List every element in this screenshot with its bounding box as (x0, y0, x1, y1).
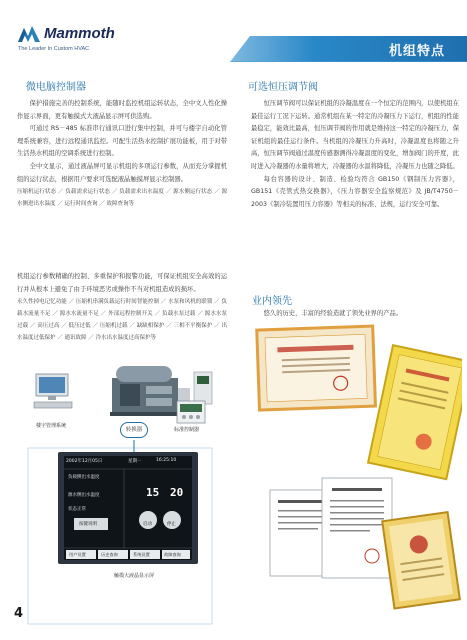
screen-date: 2002年12月05日 (66, 459, 103, 464)
screen-value-2: 20 (170, 486, 184, 499)
section-title-leading: 业内领先 (252, 296, 292, 307)
section-title-controller: 微电脑控制器 (26, 82, 86, 93)
certificates-collage (248, 320, 462, 610)
leading-paragraph: 悠久的历史，丰富的经验造就了领先业界的产品。 (263, 310, 403, 317)
standard-controller-label: 标准控制器 (174, 427, 200, 433)
key-guide-button: 按键说明 (79, 522, 97, 527)
page-number: 4 (14, 606, 24, 621)
valve-description (251, 98, 459, 211)
screen-week: 星期一 (128, 459, 142, 464)
computer-icon (32, 372, 76, 412)
controller-paragraph-1: 保护措施完善的控制系统，能随时监控机组运转状态，全中文人性化操作显示界面，更有触摸式大液晶显示屏可供选购。 (17, 100, 227, 120)
mammoth-logo-icon (16, 24, 42, 44)
converter-label: 转换器 (125, 427, 143, 433)
certificates-image (248, 320, 462, 610)
controller-paragraph-3: 全中文显示，通过液晶屏可显示机组的多项运行参数，从而充分掌握机组的运行状态，根据用户要求可选配液晶触摸屏显示控制器。 (17, 162, 227, 183)
screen-time: 16:25:10 (156, 458, 177, 463)
standard-controller-icon (176, 400, 206, 428)
controller-description (17, 98, 227, 210)
page-header (0, 0, 467, 68)
leading-description (251, 308, 459, 321)
diagram-graphic (16, 440, 216, 630)
menu-fault-query: 故障查询 (164, 552, 181, 557)
menu-system-settings: 系统设置 (133, 552, 150, 557)
brand-tagline: The Leader In Custom HVAC (18, 46, 90, 52)
title-bar (230, 36, 467, 62)
brand-name: Mammoth (44, 25, 115, 42)
protection-intro: 机组运行参数精确的控制、多重保护和报警功能，可保证机组安全高效的运行并从根本上避免了由于环境恶劣或操作不当对机组造成的损坏。 (17, 273, 227, 293)
valve-paragraph-2: 每台容器的设计、制造、检验均符合 GB150《钢制压力容器》，GB151《壳管式热交换器》，《压力容器安全监察规范》及 JB/T4750－2003《制冷装置用压力容器》等相关的标准、法规，运行安全可靠。 (251, 175, 459, 208)
start-button: 启动 (143, 522, 152, 527)
touch-screen-caption: 触摸大液晶显示屏 (114, 573, 155, 579)
menu-user-settings: 用户设置 (69, 552, 86, 557)
control-system-diagram (16, 423, 216, 630)
screen-value-1: 15 (146, 486, 160, 499)
brand-logo (16, 24, 156, 54)
protection-description (17, 271, 227, 344)
screen-row-load: 负载侧出水温度 (68, 475, 100, 480)
stop-button: 停止 (167, 522, 176, 527)
page-title: 机组特点 (388, 44, 445, 59)
status-parameter-list: 压缩机运行状态 ／ 负载需求运行状态 ／ 负载需求出水温度 ／ 源水侧运行状态 ／ 源水侧进出水温度 ／ 运行时间查询 ／ 故障查询等 (17, 189, 227, 208)
screen-status: 状态正常 (68, 507, 86, 512)
bms-label: 楼宇管理系统 (36, 423, 67, 429)
screen-row-source: 源水侧出水温度 (68, 493, 100, 498)
controller-paragraph-2: 可通过 RS－485 标准串行通讯口进行集中控制，并可与楼宇自动化管理系统兼容，进行远程通讯监控。可配生活热水控制扩展功能板，用于对带生活热水机组的空调系统进行控制。 (17, 125, 227, 158)
converter-node (120, 422, 148, 438)
valve-paragraph-1: 恒压调节阀可以保证机组的冷凝温度在一个恒定的范围内，以使机组在最佳运行工况下运转。通常机组在某一特定的冷凝压力下运行，机组的性能最稳定，能效比最高，恒压调节阀的作用就是维持这一特定的冷凝压力，保证机组的最佳运行条件。当机组的冷凝压力升高时，冷凝温度也将随之升高，恒压调节阀通过温度传感器测得冷凝温度的变化，增加阀门的开度，此时进入冷凝器的水量将增大，冷凝器的水温将降低，冷凝压力也随之降低。 (251, 100, 459, 170)
protection-feature-list: 永久性掉电记忆功能 ／ 压缩机串满负载运行时间智能控制 ／ 水泵和风机的联锁 ／ 负载水流量不足 ／ 源水水流量不足 ／ 外部远程控制开关 ／ 负载水泵过载 ／ 源水水泵过载 ／ 高压过高 ／ 低压过低 ／ 压缩机过载 ／ 缺缺相保护 ／ 三相不平衡保护 ／ 出水温度过低保护 ／ 通讯故障 ／ 冷水出水温度过高保护等 (17, 299, 227, 342)
menu-history: 历史查询 (101, 552, 118, 557)
section-title-valve: 可选恒压调节阀 (248, 82, 318, 93)
